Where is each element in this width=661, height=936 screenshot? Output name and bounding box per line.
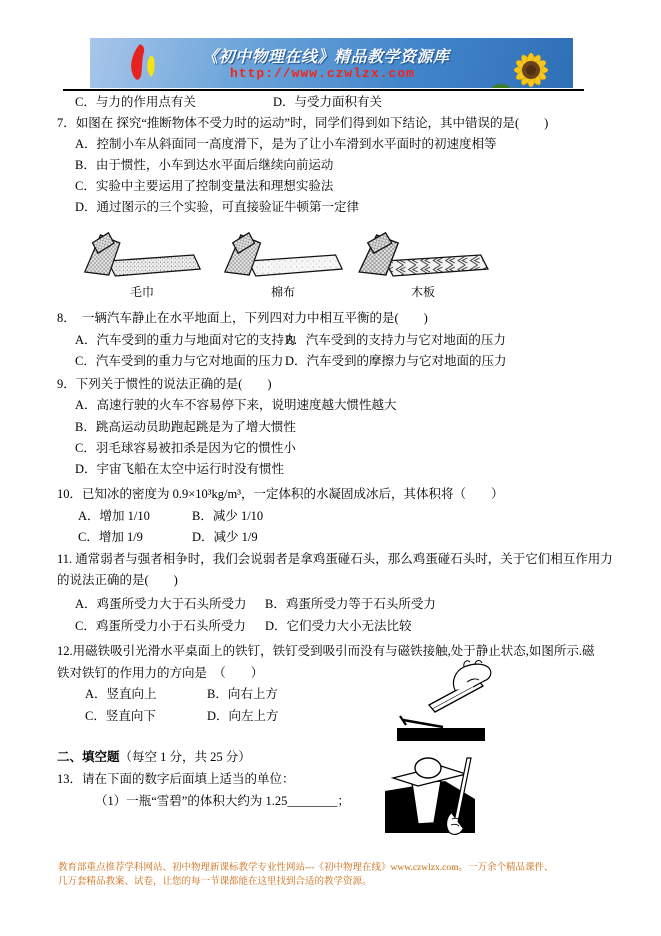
question-13-item-1: （1）一瓶“雪碧”的体积大约为 1.25________； — [95, 794, 350, 808]
ramp-figure-wood — [356, 229, 490, 281]
question-8-option-c: C．汽车受到的重力与它对地面的压力 — [75, 354, 284, 368]
section-2-note: （每空 1 分，共 25 分） — [119, 750, 251, 764]
question-8-stem: 8． 一辆汽车静止在水平地面上，下列四对力中相互平衡的是( ) — [57, 311, 428, 325]
question-10-stem: 10．已知冰的密度为 0.9×10³kg/m³，一定体积的水凝固成冰后，其体积将（ ） — [57, 487, 504, 501]
question-12-option-d: D．向左上方 — [207, 709, 279, 723]
ramp-figure-towel — [82, 229, 202, 281]
ramp-figure-cotton — [222, 229, 344, 281]
question-6-option-c: C．与力的作用点有关 — [75, 95, 196, 109]
magnet-nail-figure — [393, 660, 501, 745]
footer-line-1: 教育部重点推荐学科网站、初中物理新课标教学专业性网站---《初中物理在线》www.czwlzx.com。一万余个精品课件、 — [58, 863, 554, 873]
question-10-option-c: C．增加 1/9 — [78, 530, 143, 544]
site-url-link[interactable]: http://www.czwlzx.com — [230, 66, 415, 81]
question-10-option-a: A．增加 1/10 — [78, 509, 150, 523]
question-11-option-c: C．鸡蛋所受力小于石头所受力 — [75, 619, 246, 633]
question-7-option-a: A．控制小车从斜面同一高度滑下，是为了让小车滑到水平面时的初速度相等 — [75, 137, 497, 151]
question-12-option-a: A．竖直向上 — [85, 687, 157, 701]
sunflower-image — [485, 42, 569, 88]
question-9-option-d: D．宇宙飞船在太空中运行时没有惯性 — [75, 462, 285, 476]
question-7-option-c: C．实验中主要运用了控制变量法和理想实验法 — [75, 179, 334, 193]
question-13-stem: 13．请在下面的数字后面填上适当的单位： — [57, 772, 295, 786]
question-7-stem: 7．如图在 探究“推断物体不受力时的运动”时，同学们得到如下结论，其中错误的是( ) — [57, 116, 549, 130]
site-logo-icon — [122, 42, 166, 86]
ramp-label-wood: 木板 — [410, 285, 435, 299]
ramp-label-cotton: 棉布 — [270, 285, 295, 299]
question-9-option-a: A．高速行驶的火车不容易停下来，说明速度越大惯性越大 — [75, 398, 397, 412]
question-8-option-d: D．汽车受到的摩擦力与它对地面的压力 — [285, 354, 507, 368]
question-12-stem-line2: 铁对铁钉的作用力的方向是 （ ） — [57, 666, 264, 680]
question-11-stem-line1: 11. 通常弱者与强者相争时，我们会说弱者是拿鸡蛋碰石头，那么鸡蛋碰石头时，关于它们相互作用力 — [57, 552, 613, 566]
question-11-option-a: A．鸡蛋所受力大于石头所受力 — [75, 597, 247, 611]
question-9-option-b: B．跳高运动员助跑起跳是为了增大惯性 — [75, 420, 296, 434]
question-7-option-d: D．通过图示的三个实验，可直接验证牛顿第一定律 — [75, 200, 360, 214]
question-12-option-c: C．竖直向下 — [85, 709, 156, 723]
question-8-option-b: B．汽车受到的支持力与它对地面的压力 — [285, 333, 506, 347]
question-9-stem: 9．下列关于惯性的说法正确的是( ) — [57, 377, 272, 391]
question-7-option-b: B．由于惯性，小车到达水平面后继续向前运动 — [75, 158, 334, 172]
section-2-heading — [57, 750, 251, 765]
section-2-title: 二、填空题 — [57, 750, 120, 764]
question-11-option-d: D．它们受力大小无法比较 — [265, 619, 412, 633]
footer-line-2: 几万套精品教案、试卷，让您的每一节课都能在这里找到合适的教学资源。 — [58, 877, 372, 887]
question-12-option-b: B．向右上方 — [207, 687, 278, 701]
question-6-option-d: D．与受力面积有关 — [273, 95, 383, 109]
site-banner — [90, 38, 573, 88]
question-10-option-d: D．减少 1/9 — [192, 530, 258, 544]
question-11-stem-line2: 的说法正确的是( ) — [57, 573, 178, 587]
cup-card-ball-figure — [383, 755, 483, 837]
question-11-option-b: B．鸡蛋所受力等于石头所受力 — [265, 597, 436, 611]
question-9-option-c: C．羽毛球容易被扣杀是因为它的惯性小 — [75, 441, 296, 455]
header-divider — [63, 89, 584, 91]
question-12-stem-line1: 12.用磁铁吸引光滑水平桌面上的铁钉，铁钉受到吸引而没有与磁铁接触,处于静止状态,如图所示.磁 — [57, 644, 595, 658]
site-title: 《初中物理在线》精品教学资源库 — [202, 49, 450, 66]
ramp-label-towel: 毛巾 — [129, 285, 154, 299]
question-10-option-b: B．减少 1/10 — [192, 509, 264, 523]
question-8-option-a: A．汽车受到的重力与地面对它的支持力 — [75, 333, 297, 347]
